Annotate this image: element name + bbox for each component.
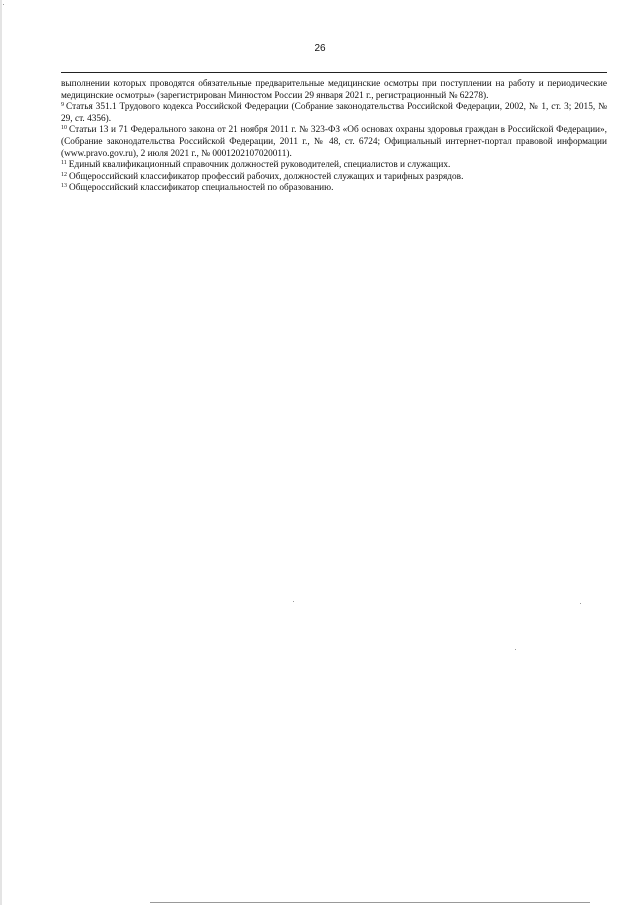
scan-speck xyxy=(293,601,294,602)
footnotes xyxy=(61,79,607,195)
footnote-separator xyxy=(61,72,607,73)
scan-bottom-edge xyxy=(150,902,590,903)
footnote-text: выполнении которых проводятся обязательные предварительные медицинские осмотры при поступлении на работу и периодические медицинские осмотры» (зарегистрирован Минюстом России 29 января 2021 г., регистрационный № 62278). xyxy=(61,79,607,101)
footnote-13 xyxy=(61,183,607,195)
footnote-12 xyxy=(61,172,607,184)
footnote-text: Единый квалификационный справочник должностей руководителей, специалистов и служащих. xyxy=(68,160,451,171)
page-number: 26 xyxy=(314,43,326,54)
scan-speck xyxy=(515,649,516,650)
footnote-marker: 11 xyxy=(61,160,67,167)
footnote-text: Общероссийский классификатор профессий рабочих, должностей служащих и тарифных разрядов. xyxy=(69,171,464,182)
footnote-marker: 9 xyxy=(61,102,64,109)
scan-left-edge xyxy=(0,0,2,905)
footnote-marker: 13 xyxy=(61,183,67,190)
footnote-9 xyxy=(61,102,607,125)
footnote-text: Статья 351.1 Трудового кодекса Российской Федерации (Собрание законодательства Российской Федерации, 2002, № 1, ст. 3; 2015, № 29, ст. 4356). xyxy=(61,102,607,124)
footnote-11 xyxy=(61,160,607,172)
footnote-continuation xyxy=(61,79,607,102)
footnote-text: Статьи 13 и 71 Федерального закона от 21 ноября 2011 г. № 323-ФЗ «Об основах охраны здоровья граждан в Российской Федерации», (Собрание законодательства Российской Федерации, 2011 г., № 48, ст. 6724; Официальный интернет-портал правовой информации (www.pravo.gov.ru), 2 июля 2021 г., № 0001202107020011). xyxy=(61,125,607,159)
footnote-10 xyxy=(61,125,607,160)
scan-speck xyxy=(3,4,4,5)
footnote-text: Общероссийский классификатор специальностей по образованию. xyxy=(69,183,334,194)
footnote-marker: 10 xyxy=(61,125,67,132)
footnote-marker: 12 xyxy=(61,171,67,178)
scan-speck xyxy=(580,603,581,604)
